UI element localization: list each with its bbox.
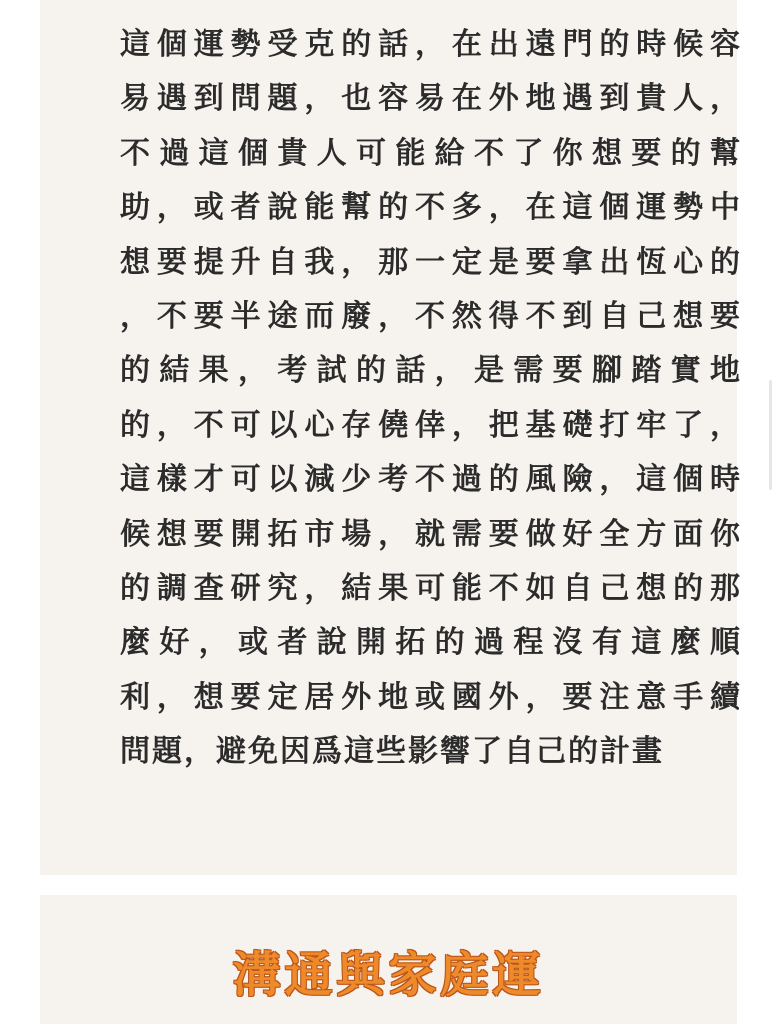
article-line: ，不要半途而廢，不然得不到自己想要 — [120, 298, 742, 334]
article-body — [120, 18, 742, 779]
article-line: 的，不可以心存僥倖，把基礎打牢了， — [120, 407, 742, 443]
article-line: 的結果，考試的話，是需要腳踏實地 — [120, 353, 742, 389]
article-line: 不過這個貴人可能給不了你想要的幫 — [120, 135, 742, 171]
article-line: 候想要開拓市場，就需要做好全方面你 — [120, 516, 742, 552]
article-line: 這個運勢受克的話，在出遠門的時候容 — [120, 27, 742, 62]
article-line: 利，想要定居外地或國外，要注意手續 — [120, 679, 742, 715]
article-line: 這樣才可以減少考不過的風險，這個時 — [120, 462, 742, 498]
article-line: 的調查研究，結果可能不如自己想的那 — [120, 570, 742, 606]
section-card — [40, 895, 737, 1024]
article-card — [40, 0, 742, 875]
section-title: 溝通與家庭運 — [232, 947, 545, 1003]
scrollbar[interactable] — [769, 380, 772, 490]
article-line: 問題，避免因爲這些影響了自己的計畫 — [120, 734, 664, 770]
article-line: 麼好，或者說開拓的過程沒有這麼順 — [120, 625, 742, 661]
article-line: 易遇到問題，也容易在外地遇到貴人， — [120, 81, 742, 117]
article-line: 想要提升自我，那一定是要拿出恆心的 — [120, 244, 742, 280]
article-line: 助，或者說能幫的不多，在這個運勢中 — [120, 190, 742, 226]
